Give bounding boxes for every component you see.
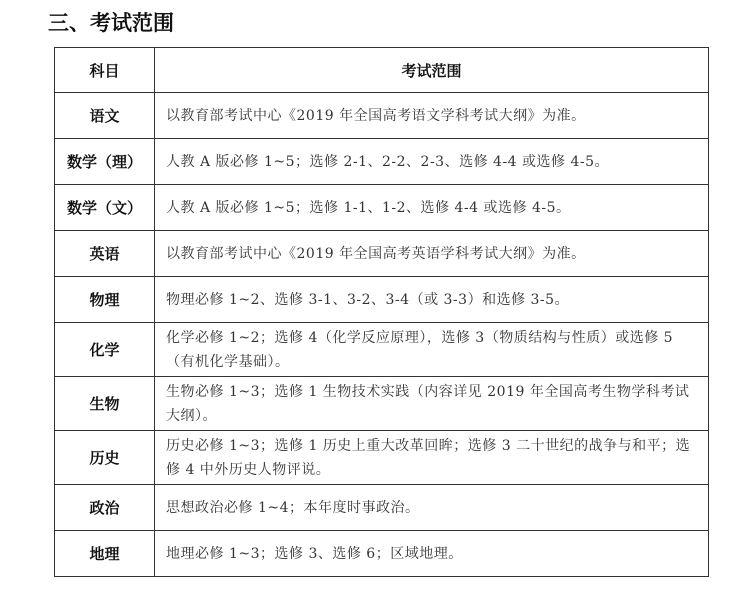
- subject-cell: 历史: [55, 431, 155, 485]
- subject-cell: 政治: [55, 485, 155, 531]
- subject-cell: 物理: [55, 277, 155, 323]
- scope-cell: 物理必修 1~2、选修 3-1、3-2、3-4（或 3-3）和选修 3-5。: [155, 277, 709, 323]
- scope-cell: 人教 A 版必修 1~5；选修 1-1、1-2、选修 4-4 或选修 4-5。: [155, 185, 709, 231]
- scope-cell: 历史必修 1~3；选修 1 历史上重大改革回眸；选修 3 二十世纪的战争与和平；选修 4 中外历史人物评说。: [155, 431, 709, 485]
- table-row: [55, 185, 709, 231]
- scope-cell: 人教 A 版必修 1~5；选修 2-1、2-2、2-3、选修 4-4 或选修 4-5。: [155, 139, 709, 185]
- header-exam-scope: 考试范围: [155, 48, 709, 93]
- table-row: [55, 531, 709, 577]
- subject-cell: 数学（文）: [55, 185, 155, 231]
- section-heading: 三、考试范围: [48, 11, 174, 35]
- subject-cell: 语文: [55, 93, 155, 139]
- table-row: [55, 485, 709, 531]
- scope-cell: 化学必修 1~2；选修 4（化学反应原理），选修 3（物质结构与性质）或选修 5（有机化学基础）。: [155, 323, 709, 377]
- table-row: [55, 139, 709, 185]
- table-row: [55, 93, 709, 139]
- subject-cell: 英语: [55, 231, 155, 277]
- table-header-row: [55, 48, 709, 93]
- table-row: [55, 277, 709, 323]
- table-row: [55, 431, 709, 485]
- subject-cell: 地理: [55, 531, 155, 577]
- scope-cell: 地理必修 1~3；选修 3、选修 6；区域地理。: [155, 531, 709, 577]
- subject-cell: 化学: [55, 323, 155, 377]
- table-row: [55, 323, 709, 377]
- scope-cell: 生物必修 1~3；选修 1 生物技术实践（内容详见 2019 年全国高考生物学科考试大纲）。: [155, 377, 709, 431]
- table-row: [55, 231, 709, 277]
- scope-cell: 以教育部考试中心《2019 年全国高考英语学科考试大纲》为准。: [155, 231, 709, 277]
- scope-cell: 以教育部考试中心《2019 年全国高考语文学科考试大纲》为准。: [155, 93, 709, 139]
- subject-cell: 数学（理）: [55, 139, 155, 185]
- table-row: [55, 377, 709, 431]
- subject-cell: 生物: [55, 377, 155, 431]
- header-subject: 科目: [55, 48, 155, 93]
- scope-cell: 思想政治必修 1~4；本年度时事政治。: [155, 485, 709, 531]
- exam-scope-table: [54, 47, 709, 577]
